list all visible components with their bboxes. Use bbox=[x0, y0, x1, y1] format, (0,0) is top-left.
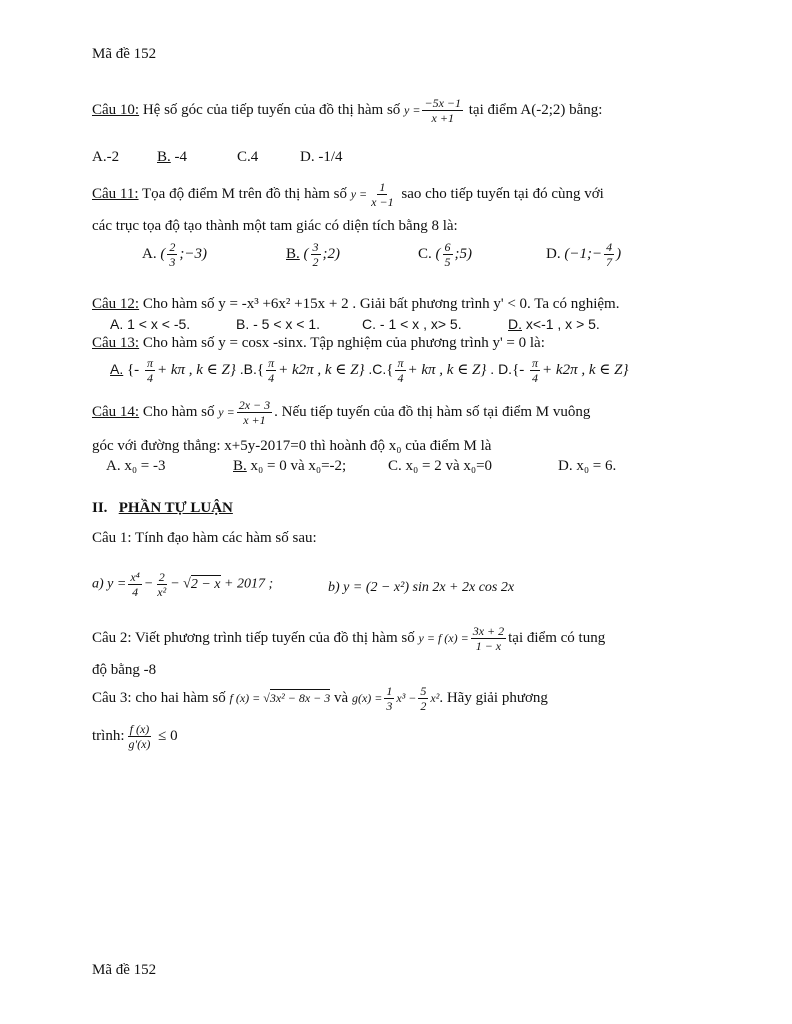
fraction-numerator: f (x) bbox=[129, 722, 150, 736]
page-footer: Mã đề 152 bbox=[92, 962, 157, 978]
fraction-numerator: 4 bbox=[606, 240, 613, 254]
option-text: {- bbox=[123, 361, 143, 378]
essay-question-2-line2: độ bằng -8 bbox=[92, 662, 157, 678]
formula-part: g(x) = bbox=[351, 690, 383, 705]
question-label: Câu 12: bbox=[92, 296, 140, 312]
fraction bbox=[128, 570, 142, 599]
fraction-numerator: 2 bbox=[169, 240, 176, 254]
question-text: trình: bbox=[92, 727, 125, 744]
question-text: Cho hàm số y = -x³ +6x² +15x + 2 . Giải bất phương trình y' < 0. Ta có nghiệm. bbox=[139, 296, 620, 312]
option-text: ( bbox=[160, 245, 166, 262]
fraction bbox=[369, 180, 395, 209]
fraction-numerator: 2x − 3 bbox=[238, 398, 271, 412]
question-10 bbox=[92, 96, 602, 125]
fraction-numerator: 1 bbox=[386, 684, 393, 698]
fraction-denominator: 3 bbox=[386, 699, 393, 713]
option-text: ) bbox=[616, 245, 622, 262]
question-11-line2: các trục tọa độ tạo thành một tam giác có diện tích bằng 8 là: bbox=[92, 218, 458, 234]
question-text: Câu 3: cho hai hàm số bbox=[92, 689, 230, 706]
formula-part: x³ − bbox=[396, 690, 417, 705]
question-text: . Nếu tiếp tuyến của đồ thị hàm số tại điểm M vuông bbox=[274, 403, 591, 420]
fraction bbox=[145, 356, 155, 385]
option-a-key: A. bbox=[110, 360, 124, 377]
fraction bbox=[422, 96, 463, 125]
section-number: II. bbox=[92, 500, 108, 516]
option-c bbox=[418, 240, 472, 269]
formula-lhs: y = f (x) = bbox=[418, 630, 469, 645]
option-text: ;−3) bbox=[179, 245, 207, 262]
question-14 bbox=[92, 398, 590, 427]
essay-question-3 bbox=[92, 684, 548, 713]
fraction-denominator: 7 bbox=[606, 255, 613, 269]
fraction bbox=[311, 240, 321, 269]
option-text: ;2) bbox=[322, 245, 341, 262]
question-text: tại điểm A(-2;2) bằng: bbox=[465, 101, 603, 118]
question-text: Cho hàm số bbox=[139, 403, 219, 420]
fraction-denominator: 2 bbox=[312, 255, 319, 269]
option-a: A. x₀ = -3 bbox=[106, 458, 166, 474]
question-label: Câu 13: bbox=[92, 335, 140, 351]
fraction bbox=[237, 398, 272, 427]
fraction-numerator: x⁴ bbox=[130, 570, 140, 584]
fraction-numerator: 3x + 2 bbox=[472, 624, 505, 638]
option-d bbox=[546, 240, 621, 269]
question-12 bbox=[92, 296, 619, 313]
question-label: Câu 10: bbox=[92, 101, 140, 118]
fraction-denominator: x +1 bbox=[243, 413, 266, 427]
inequality: ≤ 0 bbox=[158, 727, 178, 744]
fraction-numerator: 2 bbox=[158, 570, 165, 584]
option-text: + k2π , k ∈ Z} bbox=[542, 361, 629, 378]
fraction bbox=[418, 684, 428, 713]
question-text: sao cho tiếp tuyến tại đó cùng với bbox=[397, 185, 604, 202]
formula-part: f (x) = √ bbox=[229, 690, 270, 705]
fraction-numerator: 5 bbox=[420, 684, 427, 698]
option-text: ( bbox=[431, 245, 441, 262]
fraction-denominator: 4 bbox=[397, 371, 404, 385]
question-14-line2: góc với đường thẳng: x+5y-2017=0 thì hoành độ x₀ của điểm M là bbox=[92, 438, 492, 454]
fraction bbox=[471, 624, 506, 653]
option-d: D. x₀ = 6. bbox=[558, 458, 617, 474]
option-text: { bbox=[386, 361, 394, 378]
question-label: Câu 11: bbox=[92, 185, 139, 202]
option-value: x₀ = 0 và x₀=-2; bbox=[246, 458, 347, 474]
fraction-numerator: 3 bbox=[312, 240, 319, 254]
section-title: PHẦN TỰ LUẬN bbox=[118, 500, 233, 516]
option-text: (−1;− bbox=[560, 245, 603, 262]
question-text: Câu 2: Viết phương trình tiếp tuyến của đồ thị hàm số bbox=[92, 629, 419, 646]
fraction-denominator: 4 bbox=[268, 371, 275, 385]
fraction-denominator: x +1 bbox=[431, 111, 454, 125]
option-d-key: . D. bbox=[486, 360, 513, 377]
essay-question-1: Câu 1: Tính đạo hàm các hàm số sau: bbox=[92, 530, 317, 546]
formula-part: − bbox=[143, 576, 154, 592]
fraction-denominator: 4 bbox=[132, 585, 139, 599]
fraction bbox=[443, 240, 453, 269]
formula-part: − √ bbox=[170, 576, 191, 592]
option-b-key: .B. bbox=[235, 360, 257, 377]
question-13-options bbox=[110, 356, 628, 385]
fraction-numerator: π bbox=[268, 356, 275, 370]
fraction-denominator: 4 bbox=[532, 371, 539, 385]
essay-question-1-b: b) y = (2 − x²) sin 2x + 2x cos 2x bbox=[328, 580, 515, 595]
question-text: Tọa độ điểm M trên đồ thị hàm số bbox=[138, 185, 351, 202]
option-c: C.4 bbox=[237, 149, 259, 165]
option-text: {- bbox=[512, 361, 529, 378]
fraction bbox=[530, 356, 540, 385]
option-d: D. -1/4 bbox=[300, 149, 343, 165]
option-key: B. bbox=[286, 245, 300, 262]
option-key: D. bbox=[546, 245, 561, 262]
option-b bbox=[157, 149, 187, 166]
fraction-denominator: g'(x) bbox=[128, 737, 151, 751]
option-value: -4 bbox=[170, 149, 188, 165]
option-b bbox=[233, 458, 346, 475]
fraction-denominator: 4 bbox=[146, 371, 153, 385]
option-c: C. - 1 < x , x> 5. bbox=[362, 316, 462, 332]
fraction bbox=[604, 240, 614, 269]
question-text: tại điểm có tung bbox=[508, 629, 606, 646]
question-label: Câu 14: bbox=[92, 403, 140, 420]
option-text: ( bbox=[299, 245, 309, 262]
radicand: 3x² − 8x − 3 bbox=[269, 690, 331, 705]
question-text: . Hãy giải phương bbox=[439, 689, 548, 706]
option-c-key: .C. bbox=[364, 360, 387, 377]
fraction-numerator: 1 bbox=[379, 180, 386, 194]
option-value: x<-1 , x > 5. bbox=[522, 316, 600, 332]
option-key: D. bbox=[508, 316, 522, 332]
fraction-numerator: π bbox=[146, 356, 153, 370]
fraction-denominator: 1 − x bbox=[475, 639, 502, 653]
fraction-denominator: x −1 bbox=[371, 195, 394, 209]
fraction-denominator: 2 bbox=[420, 699, 427, 713]
fraction bbox=[167, 240, 177, 269]
fraction-numerator: π bbox=[397, 356, 404, 370]
option-b: B. - 5 < x < 1. bbox=[236, 316, 321, 332]
option-a: A.-2 bbox=[92, 149, 120, 165]
fraction bbox=[155, 570, 168, 599]
formula-part: x² bbox=[430, 690, 440, 705]
fraction bbox=[395, 356, 405, 385]
option-text: { bbox=[256, 361, 265, 378]
fraction-numerator: 6 bbox=[444, 240, 451, 254]
formula-part: a) y = bbox=[92, 576, 127, 592]
formula-lhs: y = bbox=[218, 404, 235, 419]
option-text: + kπ , k ∈ Z} bbox=[407, 361, 487, 378]
option-key: A. bbox=[142, 245, 157, 262]
option-text: ;5) bbox=[454, 245, 473, 262]
essay-question-2 bbox=[92, 624, 605, 653]
fraction bbox=[384, 684, 394, 713]
option-a: A. 1 < x < -5. bbox=[110, 316, 191, 332]
option-key: B. bbox=[157, 149, 171, 165]
option-key: C. bbox=[418, 245, 432, 262]
question-text: Hệ số góc của tiếp tuyến của đồ thị hàm số bbox=[139, 101, 405, 118]
essay-question-1-a bbox=[92, 570, 273, 599]
essay-question-3-line2 bbox=[92, 722, 178, 751]
question-text: Cho hàm số y = cosx -sinx. Tập nghiệm của phương trình y' = 0 là: bbox=[139, 335, 545, 351]
question-11 bbox=[92, 180, 604, 209]
formula-lhs: y = bbox=[350, 186, 368, 201]
question-13 bbox=[92, 335, 545, 352]
option-c: C. x₀ = 2 và x₀=0 bbox=[388, 458, 493, 474]
fraction bbox=[266, 356, 276, 385]
option-text: + k2π , k ∈ Z} bbox=[278, 361, 365, 378]
question-text: và bbox=[330, 689, 352, 706]
option-d bbox=[508, 316, 600, 332]
fraction-numerator: π bbox=[532, 356, 539, 370]
formula-lhs: y = bbox=[404, 102, 421, 117]
fraction-denominator: 3 bbox=[169, 255, 176, 269]
option-key: B. bbox=[233, 458, 247, 474]
fraction-denominator: x² bbox=[157, 585, 167, 599]
page-header: Mã đề 152 bbox=[92, 46, 157, 62]
fraction bbox=[127, 722, 153, 751]
section-heading bbox=[92, 500, 233, 517]
fraction-denominator: 5 bbox=[444, 255, 451, 269]
option-a bbox=[142, 240, 207, 269]
formula-part: + 2017 ; bbox=[224, 576, 274, 592]
option-b bbox=[286, 240, 340, 269]
option-text: + kπ , k ∈ Z} bbox=[156, 361, 236, 378]
fraction-numerator: −5x −1 bbox=[424, 96, 461, 110]
radicand: 2 − x bbox=[190, 576, 221, 592]
